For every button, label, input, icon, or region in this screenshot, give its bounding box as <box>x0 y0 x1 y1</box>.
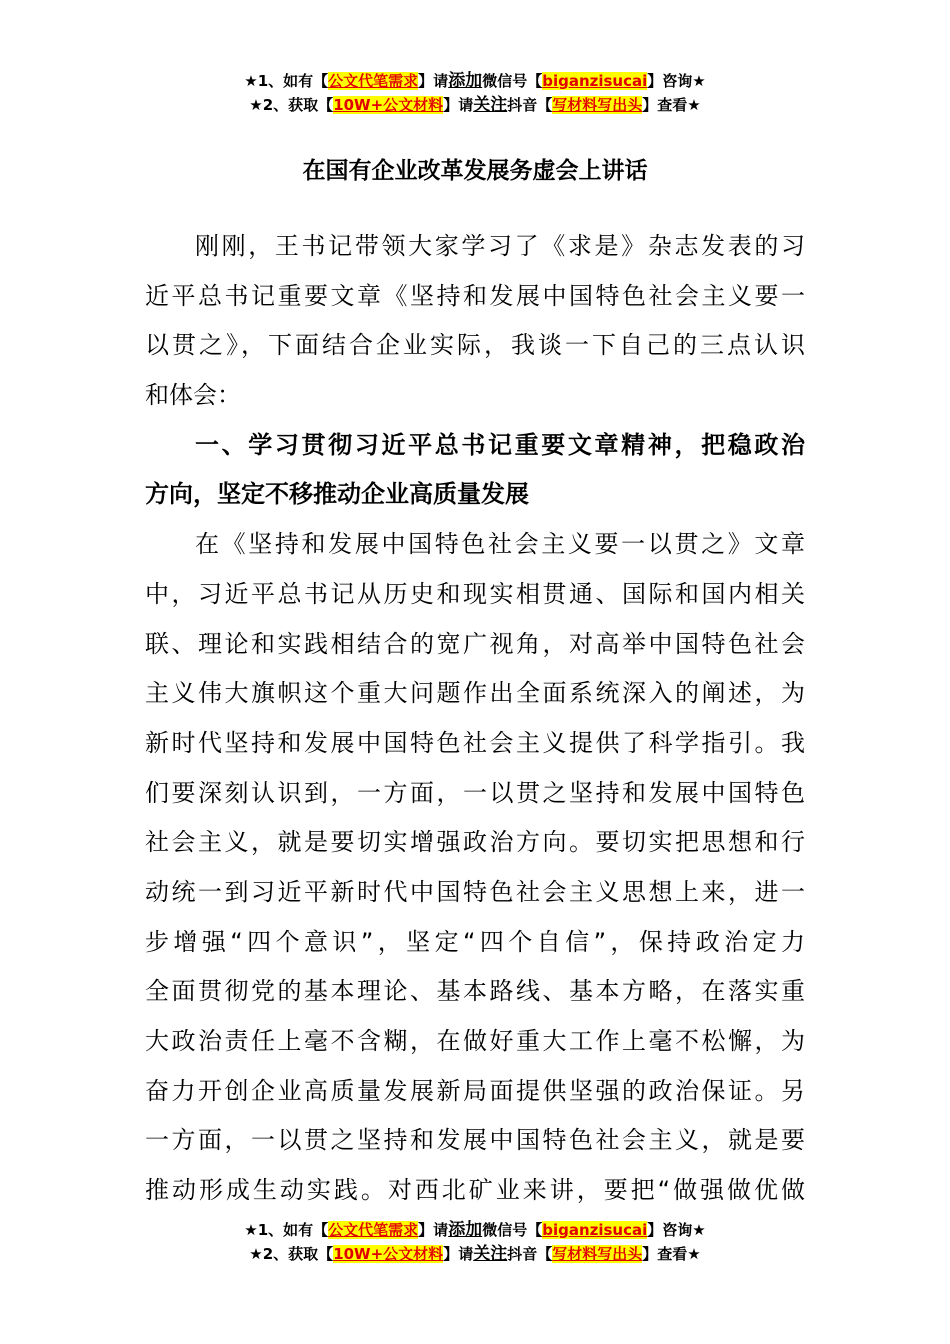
promo-text: 】查看★ <box>642 96 701 114</box>
promo-highlight: 10W+公文材料 <box>333 1245 444 1263</box>
promo-text: 微信号【 <box>482 72 543 90</box>
section-heading-line: 方向，坚定不移推动企业高质量发展 <box>145 480 529 509</box>
promo-line-1 <box>0 1218 950 1242</box>
paragraph-line: 奋力开创企业高质量发展新局面提供坚强的政治保证。另 <box>145 1076 805 1105</box>
promo-text: 】请 <box>418 72 449 90</box>
document-title: 在国有企业改革发展务虚会上讲话 <box>302 158 648 184</box>
paragraph-line: 主义伟大旗帜这个重大问题作出全面系统深入的阐述，为 <box>145 679 805 708</box>
promo-text: 抖音【 <box>507 96 553 114</box>
paragraph-line: 全面贯彻党的基本理论、基本路线、基本方略，在落实重 <box>145 977 805 1006</box>
promo-text: 】咨询★ <box>647 1221 706 1239</box>
paragraph-line: 在《坚持和发展中国特色社会主义要一以贯之》文章 <box>195 530 805 559</box>
promo-text: 微信号【 <box>482 1221 543 1239</box>
promo-highlight: biganzisucai <box>542 72 648 90</box>
promo-text: 】请 <box>418 1221 449 1239</box>
promo-emphasis: 添加 <box>448 71 483 91</box>
promo-highlight: 写材料写出头 <box>552 96 643 114</box>
promo-text: ★1、如有【 <box>244 1221 329 1239</box>
promo-highlight: 写材料写出头 <box>552 1245 643 1263</box>
promo-line-1 <box>0 69 950 93</box>
promo-line-2 <box>0 1242 950 1266</box>
promo-highlight: 公文代笔需求 <box>328 72 419 90</box>
paragraph-line: 以贯之》，下面结合企业实际，我谈一下自己的三点认识 <box>145 331 805 360</box>
promo-banner-bottom <box>0 1218 950 1266</box>
promo-highlight: 10W+公文材料 <box>333 96 444 114</box>
section-heading-line: 一、学习贯彻习近平总书记重要文章精神，把稳政治 <box>195 430 805 459</box>
promo-emphasis: 关注 <box>473 95 508 115</box>
promo-highlight: 公文代笔需求 <box>328 1221 419 1239</box>
paragraph-line: 一方面，一以贯之坚持和发展中国特色社会主义，就是要 <box>145 1126 805 1155</box>
paragraph-line: 社会主义，就是要切实增强政治方向。要切实把思想和行 <box>145 828 805 857</box>
paragraph-line: 新时代坚持和发展中国特色社会主义提供了科学指引。我 <box>145 728 805 757</box>
paragraph-line: 刚刚，王书记带领大家学习了《求是》杂志发表的习 <box>195 232 805 260</box>
paragraph-line: 大政治责任上毫不含糊，在做好重大工作上毫不松懈，为 <box>145 1027 805 1055</box>
promo-text: 】咨询★ <box>647 72 706 90</box>
promo-emphasis: 添加 <box>448 1220 483 1240</box>
paragraph-line: 步增强“四个意识”，坚定“四个自信”，保持政治定力 <box>145 927 805 956</box>
promo-text: 】请 <box>443 96 474 114</box>
paragraph-line: 和体会： <box>145 381 241 410</box>
paragraph-line: 近平总书记重要文章《坚持和发展中国特色社会主义要一 <box>145 281 805 310</box>
promo-highlight: biganzisucai <box>542 1221 648 1239</box>
promo-text: ★2、获取【 <box>249 96 334 114</box>
promo-text: ★2、获取【 <box>249 1245 334 1263</box>
promo-text: 】查看★ <box>642 1245 701 1263</box>
paragraph-line: 动统一到习近平新时代中国特色社会主义思想上来，进一 <box>145 877 805 906</box>
paragraph-line: 推动形成生动实践。对西北矿业来讲，要把“做强做优做 <box>145 1176 805 1205</box>
promo-line-2 <box>0 93 950 117</box>
paragraph-line: 们要深刻认识到，一方面，一以贯之坚持和发展中国特色 <box>145 778 805 807</box>
promo-text: ★1、如有【 <box>244 72 329 90</box>
paragraph-line: 联、理论和实践相结合的宽广视角，对高举中国特色社会 <box>145 629 805 658</box>
paragraph-line: 中，习近平总书记从历史和现实相贯通、国际和国内相关 <box>145 579 805 608</box>
promo-text: 】请 <box>443 1245 474 1263</box>
promo-text: 抖音【 <box>507 1245 553 1263</box>
document-body <box>145 222 805 1216</box>
promo-banner-top <box>0 69 950 117</box>
promo-emphasis: 关注 <box>473 1244 508 1264</box>
